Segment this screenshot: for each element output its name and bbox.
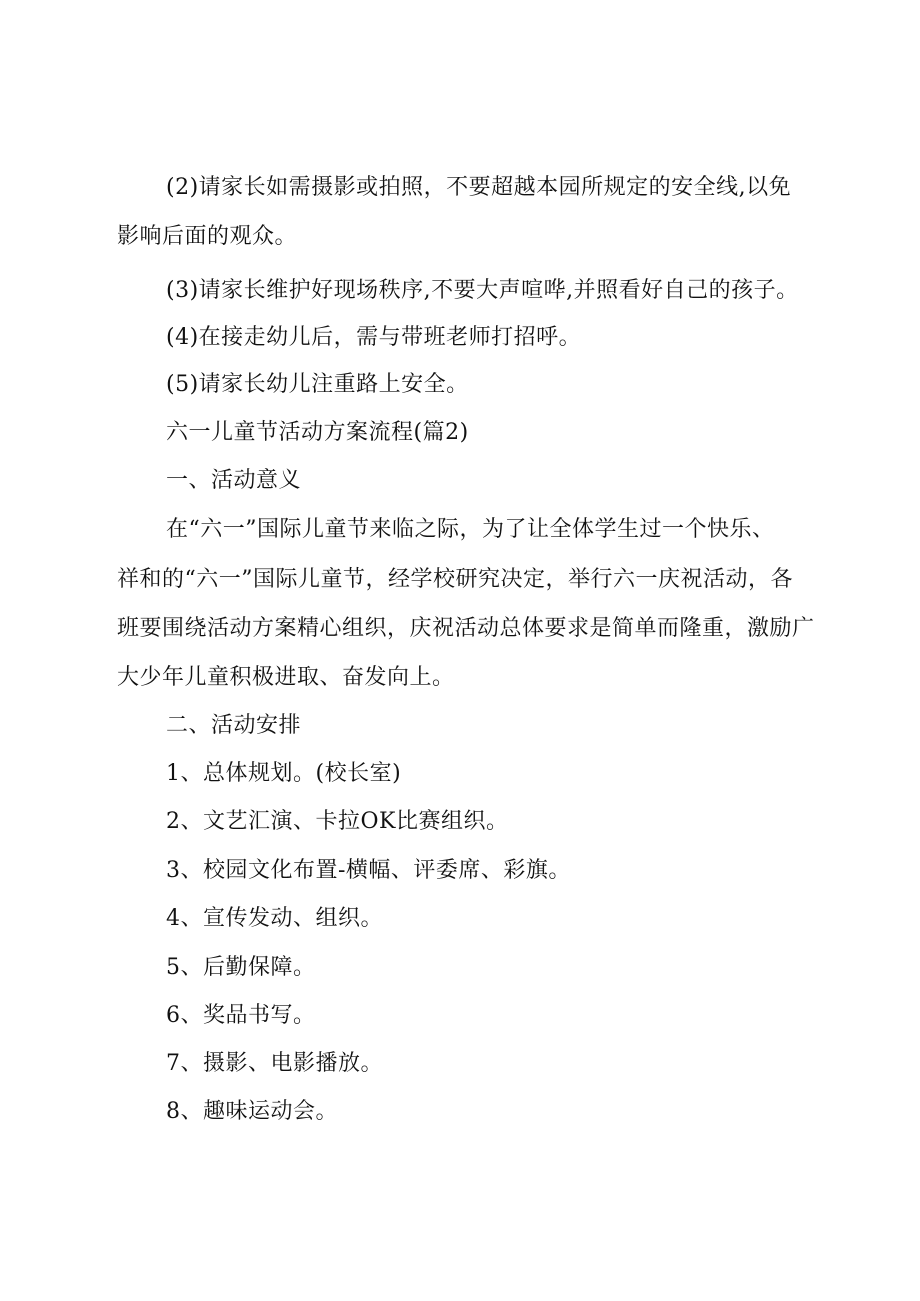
list-item-2: 2、文艺汇演、卡拉OK比赛组织。 [166,809,509,834]
section-title-part2: 六一儿童节活动方案流程(篇2) [166,420,469,445]
list-item-1: 1、总体规划。(校长室) [166,761,402,786]
paragraph-item-2-line-1: (2)请家长如需摄影或拍照，不要超越本园所规定的安全线,以免 [166,175,792,200]
paragraph-item-5: (5)请家长幼儿注重路上安全。 [166,372,469,397]
paragraph-meaning-line-2: 祥和的“六一”国际儿童节，经学校研究决定，举行六一庆祝活动，各 [117,567,793,592]
paragraph-meaning-line-3: 班要围绕活动方案精心组织，庆祝活动总体要求是简单而隆重，激励广 [117,616,815,641]
list-item-4: 4、宣传发动、组织。 [166,906,383,931]
paragraph-meaning-line-1: 在“六一”国际儿童节来临之际，为了让全体学生过一个快乐、 [166,517,775,542]
list-item-3: 3、校园文化布置-横幅、评委席、彩旗。 [166,858,571,883]
list-item-5: 5、后勤保障。 [166,955,316,980]
paragraph-meaning-line-4: 大少年儿童积极进取、奋发向上。 [117,665,455,690]
paragraph-item-2-line-2: 影响后面的观众。 [117,224,298,249]
heading-activity-meaning: 一、活动意义 [166,468,302,493]
paragraph-item-4: (4)在接走幼儿后，需与带班老师打招呼。 [166,325,582,350]
list-item-7: 7、摄影、电影播放。 [166,1051,383,1076]
list-item-6: 6、奖品书写。 [166,1003,316,1028]
heading-activity-arrangement: 二、活动安排 [166,713,302,738]
list-item-8: 8、趣味运动会。 [166,1099,338,1124]
paragraph-item-3: (3)请家长维护好现场秩序,不要大声喧哗,并照看好自己的孩子。 [166,278,799,303]
